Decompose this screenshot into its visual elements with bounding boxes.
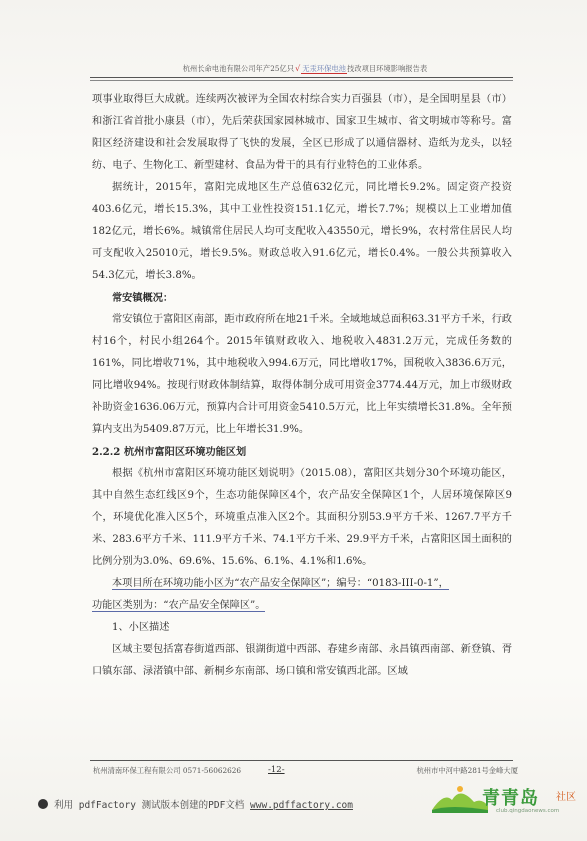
header-rule xyxy=(90,77,513,78)
running-header xyxy=(95,64,515,74)
body-text xyxy=(92,89,512,683)
header-prefix: 杭州长命电池有限公司年产25亿只 xyxy=(182,64,295,73)
qingqingdao-logo[interactable] xyxy=(430,780,587,820)
header-highlight: 无汞环保电池 xyxy=(302,64,347,73)
paragraph-statistics: 据统计，2015年，富阳完成地区生产总值632亿元，同比增长9.2%。固定资产投资403.6亿元，增长15.3%，其中工业性投资151.1亿元，增长7.7%；规模以上工业增加值182亿元，增长6%。城镇常住居民人均可支配收入43550元，增长9%，农村常住居民人均可支配收入25010元，增长9.5%。财政总收入91.6亿元，增长0.4%。一般公共预算收入54.3亿元，增长3.8%。 xyxy=(92,182,512,281)
paragraph-changan-town: 常安镇位于富阳区南部，距市政府所在地21千米。全域地域总面积63.31平方千米，行政村16个，村民小组264个。2015年镇财政收入、地税收入4831.2万元，完成任务数的161%，同比增收71%，其中地税收入994.6万元，同比增收17%，国税收入3836.6万元，同比增收94%。按现行财政体制结算，取得体制分成可用资金3774.44万元，加上市级财政补助资金1636.06万元，预算内合计可用资金5410.5万元，比上年实绩增长31.8%。全年预算内支出为5409.87万元，比上年增长31.9%。 xyxy=(92,314,512,435)
underlined-category-text: 功能区类别为：“农产品安全保障区”。 xyxy=(92,600,266,611)
page-number: -12- xyxy=(268,765,285,775)
pdffactory-text: 利用 pdfFactory 测试版本创建的PDF文档 xyxy=(54,800,245,811)
pdffactory-watermark xyxy=(38,797,353,811)
mountain-logo-icon xyxy=(430,780,490,818)
underlined-zone-text: 本项目所在环境功能小区为“农产品安全保障区”；编号：“0183-III-0-1”， xyxy=(112,578,449,589)
logo-url: club.qingdaonews.com xyxy=(496,808,560,814)
footer-address: 杭州市中河中路281号金峰大厦 xyxy=(416,766,518,775)
page-footer xyxy=(93,766,518,780)
red-check-mark: √ xyxy=(295,64,301,73)
paragraph-zone-category xyxy=(92,595,512,617)
logo-name: 青青岛 xyxy=(482,788,539,809)
paragraph-development: 项事业取得巨大成就。连续两次被评为全国农村综合实力百强县（市），是全国明星县（市）和浙江省首批小康县（市），先后荣获国家园林城市、国家卫生城市、省文明城市等称号。富阳区经济建设和社会发展取得了飞快的发展，全区已形成了以通信器材、造纸为龙头，以轻纺、电子、生物化工、新型建材、食品为骨干的具有行业特色的工业体系。 xyxy=(92,94,512,171)
subheading-zone-description: 1、小区描述 xyxy=(112,622,170,633)
header-rule-thin xyxy=(90,80,513,81)
logo-tag: 社区 xyxy=(556,792,576,803)
heading-changan-town: 常安镇概况： xyxy=(112,292,174,304)
header-suffix: 技改项目环境影响报告表 xyxy=(347,64,428,73)
paragraph-zone-description: 区域主要包括富春街道西部、银湖街道中西部、春建乡南部、永昌镇西南部、新登镇、胥口镇东部、渌渚镇中部、新桐乡东南部、场口镇和常安镇西北部。区域 xyxy=(92,644,512,677)
footer-company: 杭州清南环保工程有限公司 0571-56062626 xyxy=(93,766,242,775)
section-heading-2-2-2: 2.2.2 杭州市富阳区环境功能区划 xyxy=(92,446,247,458)
pdffactory-link[interactable]: www.pdffactory.com xyxy=(250,800,353,811)
paragraph-project-zone xyxy=(92,573,512,595)
pdffactory-icon xyxy=(38,799,48,809)
paragraph-zoning: 根据《杭州市富阳区环境功能区划说明》（2015.08），富阳区共划分30个环境功能区，其中自然生态红线区9个，生态功能保障区4个，农产品安全保障区1个，人居环境保障区9个，环境优化准入区5个，环境重点准入区2个。其面积分别53.9平方千米、1267.7平方千米、283.6平方千米、111.9平方千米、74.1平方千米、29.9平方千米，占富阳区国土面积的比例分别为3.0%、69.6%、15.6%、6.1%、4.1%和1.6%。 xyxy=(92,468,512,567)
footer-rule xyxy=(90,760,513,761)
